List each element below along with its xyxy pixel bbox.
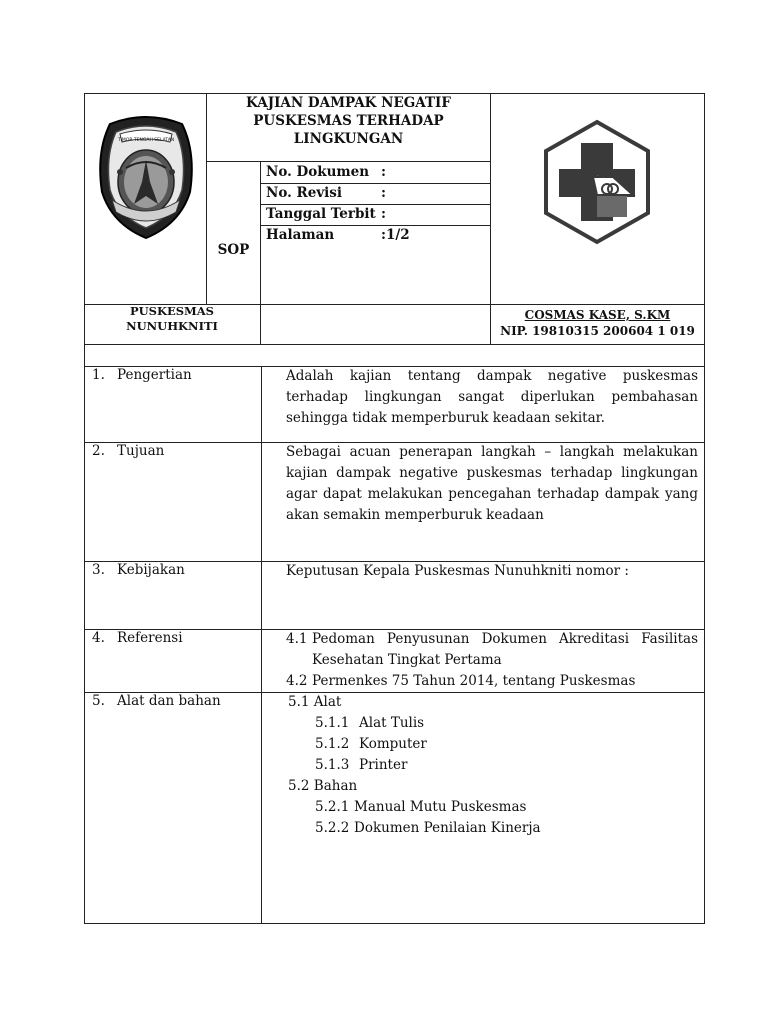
meta-value: : xyxy=(381,206,386,222)
document-title: KAJIAN DAMPAK NEGATIF PUSKESMAS TERHADAP LINGKUNGAN xyxy=(246,95,451,147)
list-item xyxy=(315,755,407,776)
meta-row-tanggal-terbit xyxy=(262,204,490,225)
item-text: Dokumen Penilaian Kinerja xyxy=(354,820,541,836)
list-item xyxy=(315,797,526,818)
section-label-kebijakan xyxy=(92,562,185,578)
section-number: 3. xyxy=(92,562,105,578)
org-line: NUNUHKNITI xyxy=(126,319,218,333)
list-item xyxy=(315,713,424,734)
meta-label: No. Revisi xyxy=(266,185,343,201)
group-heading-alat xyxy=(288,692,341,713)
regional-emblem-logo xyxy=(90,112,202,242)
item-text: Printer xyxy=(359,757,408,773)
signer-name: COSMAS KASE, S.KM xyxy=(524,308,671,322)
section-label-pengertian xyxy=(92,367,192,383)
reference-number: 4.2 xyxy=(286,673,308,689)
meta-row-no-revisi xyxy=(262,183,490,204)
organization-name xyxy=(84,304,260,334)
group-title: Alat xyxy=(313,694,342,710)
meta-row-no-dokumen xyxy=(262,162,490,183)
signer-nip: NIP. 19810315 200604 1 019 xyxy=(500,324,695,338)
section-text-tujuan: Sebagai acuan penerapan langkah – langkah melakukan kajian dampak negative puskesmas terhadap lingkungan agar dapat melakukan pencegahan terhadap dampak yang akan semakin memperburuk keadaan xyxy=(286,444,698,523)
item-number: 5.1.2 xyxy=(315,736,350,752)
meta-label: Tanggal Terbit xyxy=(266,206,376,222)
meta-value: :1/2 xyxy=(381,227,410,243)
meta-value: : xyxy=(381,185,386,201)
item-number: 5.1.3 xyxy=(315,757,350,773)
meta-label: No. Dokumen xyxy=(266,164,370,180)
org-line: PUSKESMAS xyxy=(129,304,214,318)
section-title: Referensi xyxy=(117,630,183,646)
meta-row-halaman xyxy=(262,225,490,246)
group-title: Bahan xyxy=(313,778,358,794)
item-number: 5.2.2 xyxy=(315,820,350,836)
group-number: 5.2 xyxy=(288,778,310,794)
item-text: Manual Mutu Puskesmas xyxy=(354,799,527,815)
group-number: 5.1 xyxy=(288,694,310,710)
group-heading-bahan xyxy=(288,776,357,797)
list-item xyxy=(315,818,541,839)
reference-text: Pedoman Penyusunan Dokumen Akreditasi Fasilitas Kesehatan Tingkat Pertama xyxy=(312,631,698,668)
section-title: Tujuan xyxy=(117,443,165,459)
puskesmas-logo xyxy=(541,119,653,245)
section-text-pengertian: Adalah kajian tentang dampak negative puskesmas terhadap lingkungan sangat diperlukan pembahasan sehingga tidak memperburuk keadaan sekitar. xyxy=(286,368,698,426)
doc-type-label: SOP xyxy=(217,242,250,258)
item-text: Alat Tulis xyxy=(359,715,425,731)
reference-text: Permenkes 75 Tahun 2014, tentang Puskesmas xyxy=(312,673,636,689)
reference-item xyxy=(286,629,698,671)
emblem-banner-text: TIMOR TENGAH SELATAN xyxy=(117,138,175,143)
section-title: Kebijakan xyxy=(117,562,185,578)
section-label-alat-dan-bahan xyxy=(92,693,221,709)
item-number: 5.2.1 xyxy=(315,799,350,815)
section-number: 1. xyxy=(92,367,105,383)
item-text: Komputer xyxy=(359,736,427,752)
reference-number: 4.1 xyxy=(286,631,308,647)
section-label-tujuan xyxy=(92,443,164,459)
reference-item xyxy=(286,671,698,692)
meta-value: : xyxy=(381,164,386,180)
section-title: Alat dan bahan xyxy=(117,693,221,709)
section-text-kebijakan: Keputusan Kepala Puskesmas Nunuhkniti nomor : xyxy=(286,563,629,579)
meta-label: Halaman xyxy=(266,227,335,243)
section-title: Pengertian xyxy=(117,367,192,383)
item-number: 5.1.1 xyxy=(315,715,350,731)
section-number: 5. xyxy=(92,693,105,709)
list-item xyxy=(315,734,427,755)
signer-block xyxy=(491,307,704,339)
section-number: 4. xyxy=(92,630,105,646)
section-label-referensi xyxy=(92,630,183,646)
section-number: 2. xyxy=(92,443,105,459)
